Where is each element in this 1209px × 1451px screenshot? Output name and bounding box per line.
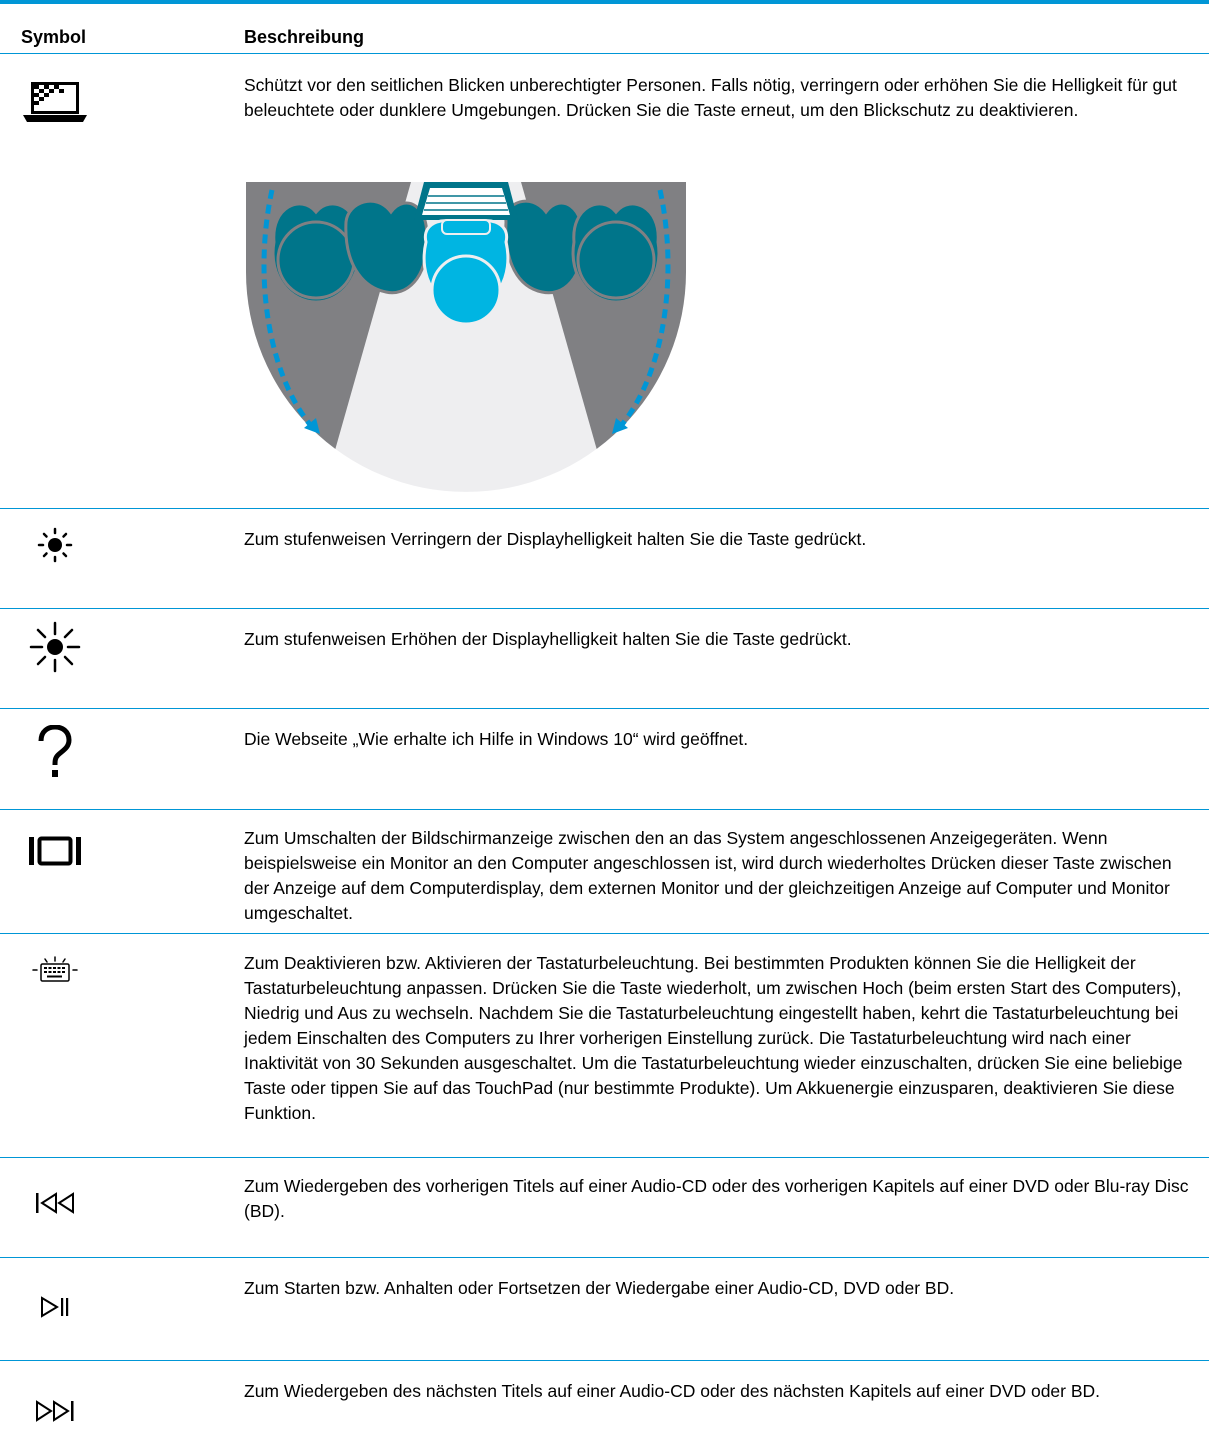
table-row xyxy=(0,1361,1209,1451)
table-row xyxy=(0,609,1209,709)
table-row xyxy=(0,709,1209,810)
help-icon xyxy=(20,725,90,781)
privacy-screen-icon xyxy=(20,81,90,123)
table-row xyxy=(0,1258,1209,1361)
switch-display-icon xyxy=(20,836,90,866)
table-header-row xyxy=(0,4,1209,54)
row-description: Zum Wiedergeben des vorherigen Titels auf einer Audio-CD oder des vorherigen Kapitels auf einer DVD oder Blu-ray Disc (BD). xyxy=(244,1176,1189,1221)
row-description: Zum stufenweisen Erhöhen der Displayhelligkeit halten Sie die Taste gedrückt. xyxy=(244,629,852,649)
previous-track-icon xyxy=(20,1192,90,1214)
privacy-viewing-angle-illustration xyxy=(246,182,686,497)
laptop-figure xyxy=(414,182,518,220)
row-description: Zum Deaktivieren bzw. Aktivieren der Tastaturbeleuchtung. Bei bestimmten Produkten können Sie die Helligkeit der Tastaturbeleuchtung anpassen. Drücken Sie die Taste wiederholt, um zwischen Hoch (beim ersten Start des Computers), Niedrig und Aus zu wechseln. Nachdem Sie die Tastaturbeleuchtung eingestellt haben, kehrt die Tastaturbeleuchtung bei jedem Einschalten des Computers zu Ihrer vorherigen Einstellung zurück. Die Tastaturbeleuchtung wird nach einer Inaktivität von 30 Sekunden ausgeschaltet. Um die Tastaturbeleuchtung wieder einzuschalten, drücken Sie eine beliebige Taste oder tippen Sie auf das TouchPad (nur bestimmte Produkte). Um Akkuenergie einzusparen, deaktivieren Sie diese Funktion. xyxy=(244,953,1183,1123)
description-column-header: Beschreibung xyxy=(244,27,365,47)
keyboard-backlight-icon xyxy=(20,956,90,984)
table-row xyxy=(0,1158,1209,1258)
table-row xyxy=(0,54,1209,509)
brightness-down-icon xyxy=(20,525,90,565)
table-row xyxy=(0,810,1209,934)
row-description: Zum Umschalten der Bildschirmanzeige zwischen den an das System angeschlossenen Anzeigegeräten. Wenn beispielsweise ein Monitor an den Computer angeschlossen ist, wird durch wiederholtes Drücken dieser Taste zwischen der Anzeige auf dem Computerdisplay, dem externen Monitor und der gleichzeitigen Anzeige auf Computer und Monitor umgeschaltet. xyxy=(244,828,1172,923)
table-row xyxy=(0,934,1209,1158)
table-row xyxy=(0,509,1209,609)
symbol-column-header: Symbol xyxy=(21,27,87,47)
next-track-icon xyxy=(20,1400,90,1422)
row-description: Schützt vor den seitlichen Blicken unberechtigter Personen. Falls nötig, verringern oder erhöhen Sie die Helligkeit für gut beleuchtete oder dunklere Umgebungen. Drücken Sie die Taste erneut, um den Blickschutz zu deaktivieren. xyxy=(244,75,1177,120)
row-description: Zum Starten bzw. Anhalten oder Fortsetzen der Wiedergabe einer Audio-CD, DVD oder BD. xyxy=(244,1278,955,1298)
play-pause-icon xyxy=(20,1296,90,1318)
central-user-figure xyxy=(424,220,508,324)
row-description: Zum stufenweisen Verringern der Displayhelligkeit halten Sie die Taste gedrückt. xyxy=(244,529,867,549)
row-description: Zum Wiedergeben des nächsten Titels auf einer Audio-CD oder des nächsten Kapitels auf einer DVD oder BD. xyxy=(244,1381,1101,1401)
row-description: Die Webseite „Wie erhalte ich Hilfe in Windows 10“ wird geöffnet. xyxy=(244,729,749,749)
brightness-up-icon xyxy=(20,621,90,673)
